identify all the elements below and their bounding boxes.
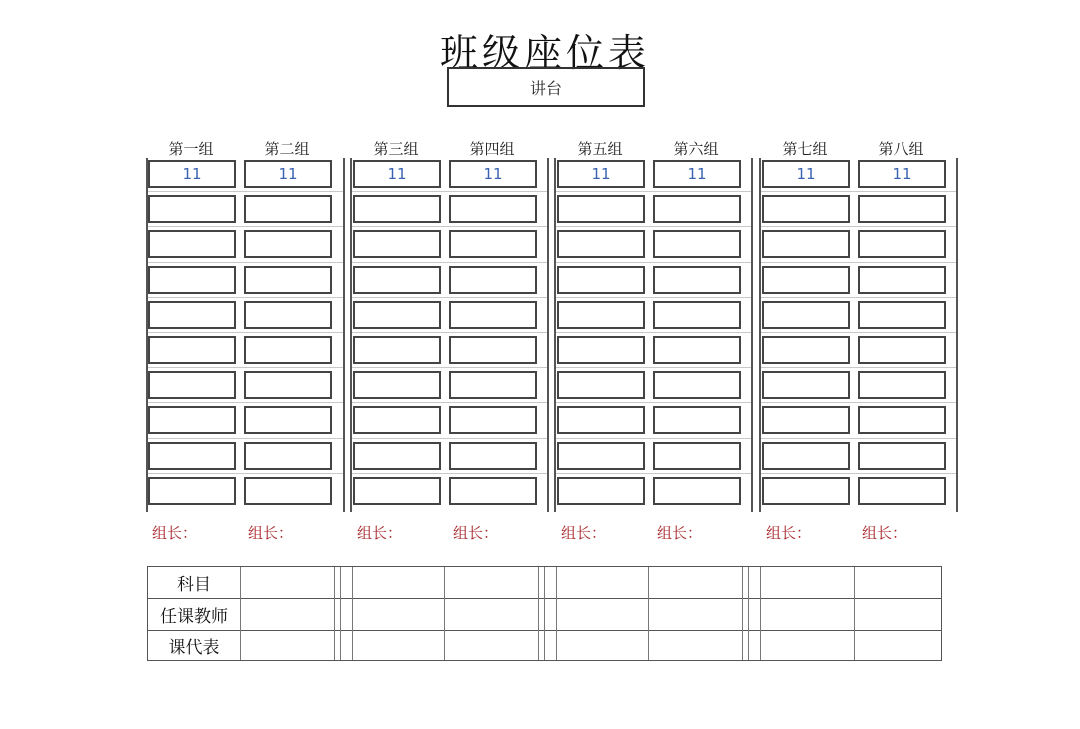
seat-cell[interactable] — [148, 195, 236, 223]
table-col-line — [240, 567, 241, 660]
seat-cell[interactable] — [449, 371, 537, 399]
seat-cell[interactable]: 11 — [353, 160, 441, 188]
table-row-label: 课代表 — [168, 638, 220, 658]
group-leader-label: 组长： — [561, 524, 607, 542]
row-separator — [148, 438, 343, 439]
seat-cell[interactable] — [762, 230, 850, 258]
row-separator — [761, 226, 956, 227]
seat-cell[interactable] — [353, 371, 441, 399]
seat-cell[interactable]: 11 — [557, 160, 645, 188]
table-col-line — [760, 567, 761, 660]
group-leader-label: 组长： — [453, 524, 499, 542]
seat-cell[interactable] — [449, 442, 537, 470]
row-separator — [352, 262, 547, 263]
table-row-label: 任课教师 — [160, 606, 228, 627]
row-separator — [556, 191, 751, 192]
group-leader-label: 组长： — [248, 524, 294, 542]
row-separator — [556, 367, 751, 368]
table-col-line — [352, 567, 353, 660]
row-separator — [352, 226, 547, 227]
row-separator — [761, 367, 956, 368]
row-separator — [556, 262, 751, 263]
seat-cell[interactable] — [148, 336, 236, 364]
seat-cell[interactable] — [557, 477, 645, 505]
seat-cell[interactable] — [244, 442, 332, 470]
group-header: 第四组 — [469, 140, 515, 158]
seat-cell[interactable] — [244, 195, 332, 223]
seat-cell[interactable] — [762, 406, 850, 434]
row-separator — [148, 297, 343, 298]
row-separator — [352, 297, 547, 298]
seat-cell[interactable] — [858, 266, 946, 294]
seat-cell[interactable] — [244, 477, 332, 505]
seat-cell[interactable] — [353, 195, 441, 223]
table-col-line — [444, 567, 445, 660]
table-col-line — [538, 567, 539, 660]
seat-cell[interactable] — [449, 406, 537, 434]
group-header: 第六组 — [673, 140, 719, 158]
row-separator — [761, 473, 956, 474]
seat-cell[interactable] — [762, 301, 850, 329]
seat-cell[interactable] — [244, 230, 332, 258]
seat-cell[interactable]: 11 — [653, 160, 741, 188]
row-separator — [352, 402, 547, 403]
table-col-line — [648, 567, 649, 660]
seat-cell[interactable] — [858, 301, 946, 329]
seat-cell[interactable] — [353, 406, 441, 434]
group-leader-label: 组长： — [357, 524, 403, 542]
row-separator — [352, 332, 547, 333]
seat-cell[interactable] — [557, 266, 645, 294]
row-separator — [556, 332, 751, 333]
seat-cell[interactable]: 11 — [244, 160, 332, 188]
table-col-line — [854, 567, 855, 660]
seat-cell[interactable] — [653, 195, 741, 223]
row-separator — [352, 367, 547, 368]
podium-box: 讲台 — [447, 67, 645, 107]
row-separator — [761, 297, 956, 298]
seat-cell[interactable] — [557, 442, 645, 470]
seat-cell[interactable] — [762, 336, 850, 364]
seat-cell[interactable] — [653, 442, 741, 470]
group-leader-label: 组长： — [657, 524, 703, 542]
seat-cell[interactable] — [449, 230, 537, 258]
seat-cell[interactable] — [148, 301, 236, 329]
seat-cell[interactable] — [148, 406, 236, 434]
row-separator — [148, 226, 343, 227]
seat-cell[interactable] — [449, 301, 537, 329]
seat-cell[interactable] — [557, 195, 645, 223]
seat-cell[interactable] — [148, 230, 236, 258]
seat-cell[interactable] — [653, 406, 741, 434]
table-col-line — [742, 567, 743, 660]
seat-cell[interactable] — [449, 266, 537, 294]
seat-cell[interactable] — [653, 371, 741, 399]
seat-cell[interactable] — [557, 336, 645, 364]
row-separator — [761, 332, 956, 333]
group-header: 第八组 — [878, 140, 924, 158]
seat-cell[interactable] — [353, 230, 441, 258]
seat-cell[interactable] — [762, 442, 850, 470]
table-col-line — [340, 567, 341, 660]
group-header: 第五组 — [577, 140, 623, 158]
row-separator — [761, 191, 956, 192]
seat-cell[interactable] — [858, 406, 946, 434]
page-title: 班级座位表 — [439, 31, 650, 75]
row-separator — [148, 367, 343, 368]
seat-cell[interactable] — [353, 477, 441, 505]
subject-teacher-table — [147, 566, 942, 661]
seat-cell[interactable] — [762, 266, 850, 294]
seat-cell[interactable] — [653, 266, 741, 294]
seat-cell[interactable] — [653, 230, 741, 258]
group-leader-label: 组长： — [152, 524, 198, 542]
seat-cell[interactable] — [353, 336, 441, 364]
row-separator — [352, 473, 547, 474]
row-separator — [148, 402, 343, 403]
group-header: 第七组 — [782, 140, 828, 158]
seat-cell[interactable] — [148, 442, 236, 470]
row-separator — [761, 402, 956, 403]
seat-cell[interactable] — [653, 336, 741, 364]
row-separator — [556, 438, 751, 439]
table-col-line — [748, 567, 749, 660]
row-separator — [556, 226, 751, 227]
row-separator — [761, 262, 956, 263]
row-separator — [556, 297, 751, 298]
row-separator — [352, 438, 547, 439]
table-col-line — [544, 567, 545, 660]
seat-cell[interactable] — [449, 336, 537, 364]
seat-cell[interactable] — [148, 266, 236, 294]
seat-cell[interactable] — [858, 230, 946, 258]
seat-cell[interactable] — [762, 371, 850, 399]
group-header: 第二组 — [264, 140, 310, 158]
seat-cell[interactable] — [762, 195, 850, 223]
seat-cell[interactable] — [858, 477, 946, 505]
seat-cell[interactable] — [148, 477, 236, 505]
group-leader-label: 组长： — [766, 524, 812, 542]
group-header: 第一组 — [168, 140, 214, 158]
seat-cell[interactable] — [449, 477, 537, 505]
seat-cell[interactable]: 11 — [449, 160, 537, 188]
row-separator — [352, 191, 547, 192]
seat-cell[interactable]: 11 — [762, 160, 850, 188]
seat-cell[interactable]: 11 — [858, 160, 946, 188]
seat-cell[interactable] — [353, 301, 441, 329]
seat-cell[interactable] — [148, 371, 236, 399]
table-col-line — [334, 567, 335, 660]
seat-cell[interactable] — [244, 336, 332, 364]
seat-cell[interactable] — [653, 477, 741, 505]
row-separator — [761, 438, 956, 439]
seat-cell[interactable] — [858, 195, 946, 223]
table-col-line — [556, 567, 557, 660]
seat-cell[interactable] — [557, 301, 645, 329]
seat-cell[interactable] — [449, 195, 537, 223]
seat-cell[interactable] — [244, 371, 332, 399]
group-leader-label: 组长： — [862, 524, 908, 542]
table-row-label: 科目 — [177, 575, 211, 595]
row-separator — [148, 332, 343, 333]
seat-cell[interactable] — [244, 406, 332, 434]
row-separator — [148, 191, 343, 192]
seat-cell[interactable] — [557, 371, 645, 399]
seat-cell[interactable] — [244, 301, 332, 329]
seat-cell[interactable] — [762, 477, 850, 505]
seat-cell[interactable] — [653, 301, 741, 329]
seat-cell[interactable] — [557, 230, 645, 258]
seat-cell[interactable] — [353, 442, 441, 470]
row-separator — [556, 473, 751, 474]
row-separator — [148, 262, 343, 263]
row-separator — [148, 473, 343, 474]
seat-cell[interactable] — [557, 406, 645, 434]
row-separator — [556, 402, 751, 403]
seat-cell[interactable] — [353, 266, 441, 294]
seat-cell[interactable] — [858, 336, 946, 364]
group-header: 第三组 — [373, 140, 419, 158]
seat-cell[interactable] — [858, 442, 946, 470]
seat-cell[interactable] — [858, 371, 946, 399]
seat-cell[interactable]: 11 — [148, 160, 236, 188]
seat-cell[interactable] — [244, 266, 332, 294]
